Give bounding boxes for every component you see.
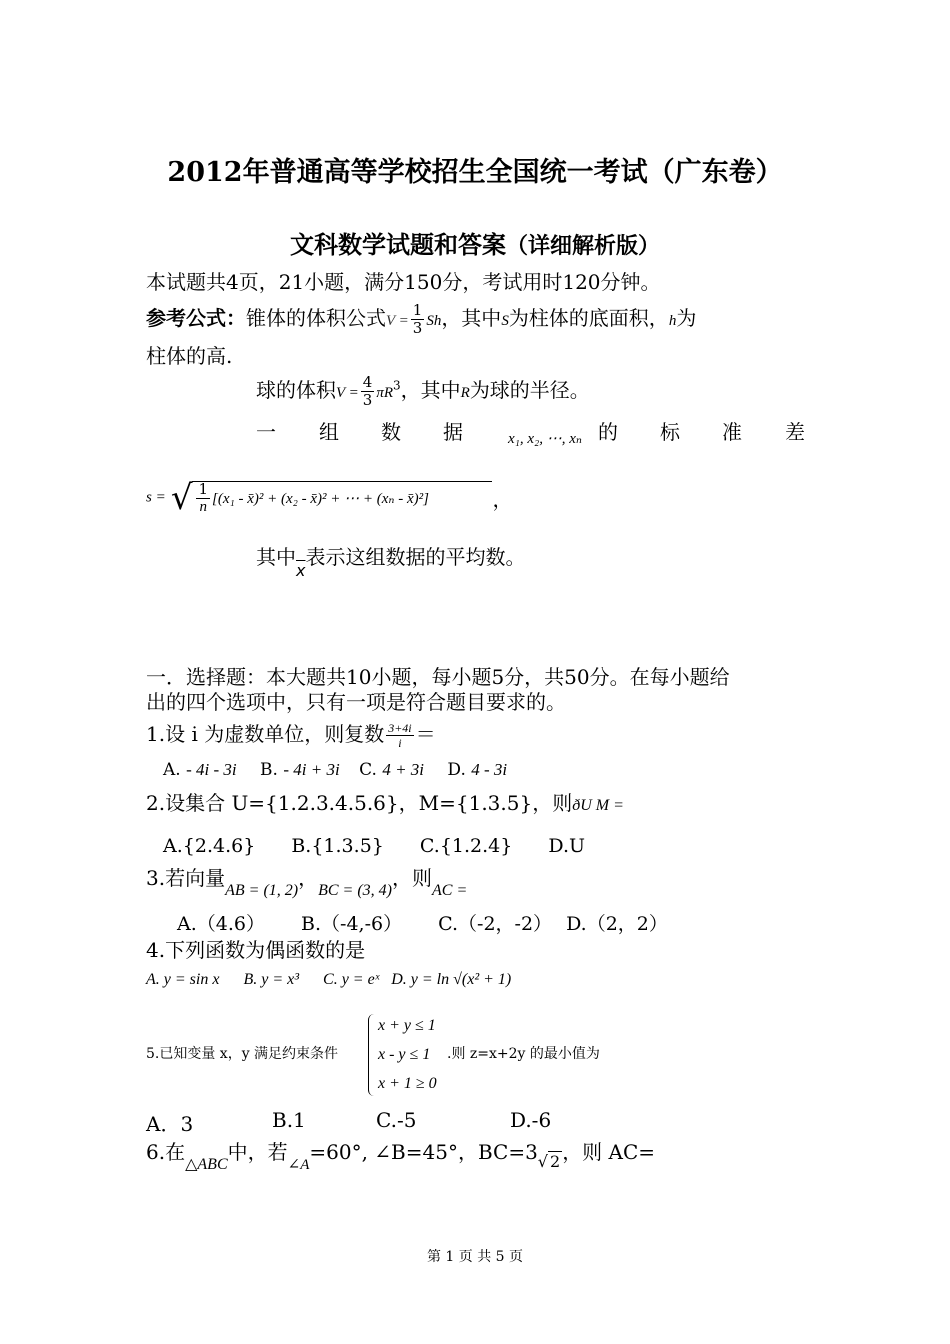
std-char-3: 数 [381, 420, 401, 444]
q2-option-c: C.{1.2.4} [419, 835, 513, 857]
exam-info: 本试题共4页，21小题，满分150分，考试用时120分钟。 [146, 270, 661, 294]
page-subtitle [0, 225, 950, 260]
q6-angle-a: ∠A [287, 1157, 310, 1173]
q3-text: 3.若向量 [146, 866, 226, 890]
q2-option-b: B.{1.3.5} [291, 835, 384, 857]
question-6-stem [146, 1136, 656, 1173]
question-2-stem [146, 787, 624, 816]
q6-rest: =60°, ∠B=45°，BC=3 [309, 1140, 538, 1164]
sphere-text: 球的体积 [256, 378, 336, 402]
cone-s: S [501, 313, 509, 329]
q6-prefix: 6.在 [146, 1140, 186, 1164]
std-comma: ， [492, 487, 513, 512]
sphere-r: R [460, 385, 470, 401]
section-heading-2: 出的四个选项中，只有一项是符合题目要求的。 [146, 690, 566, 714]
std-char-5: 的 [598, 420, 618, 444]
q5-option-a: A．3 [146, 1112, 194, 1136]
q1-fraction: $\frac{3+4i}{i}$ [388, 721, 412, 750]
q5-tail: .则 z=x+2y 的最小值为 [447, 1046, 600, 1062]
std-fraction: $\frac{1}{n}$ [198, 480, 209, 515]
q1-option-d: 4 - 3i [471, 760, 508, 779]
q5-constraint-1: x + y ≤ 1 [378, 1017, 436, 1034]
mean-prefix: 其中 [256, 545, 296, 569]
q1-option-c: 4 + 3i [382, 760, 425, 779]
std-char-1: 一 [256, 420, 276, 444]
q1-option-b-label: B. [260, 760, 278, 780]
cone-fraction: $\frac{1}{3}$ [412, 301, 423, 337]
q3-vector-ab: AB = (1, 2) [225, 882, 299, 899]
question-5-stem: 5.已知变量 x，y 满足约束条件 [146, 1046, 339, 1062]
sphere-lhs: V = [336, 385, 359, 401]
std-char-8: 差 [785, 420, 805, 444]
formula-label: 参考公式： [146, 306, 246, 330]
q5-option-b: B.1 [272, 1108, 306, 1132]
question-1-stem [146, 718, 436, 749]
q2-option-d: D.U [548, 835, 585, 857]
q2-option-a: A.{2.4.6} [163, 835, 256, 857]
subtitle-main: 文科数学试题和答案 [289, 230, 506, 259]
std-char-7: 准 [722, 420, 742, 444]
question-1-options [163, 760, 507, 780]
q6-radical: √ 2 [537, 1152, 561, 1171]
cone-where: ，其中 [441, 306, 502, 330]
cone-formula-line [146, 302, 696, 336]
std-char-2: 组 [319, 420, 339, 444]
std-char-4: 据 [443, 420, 463, 444]
q3-option-b: B.（-4,-6） [301, 913, 403, 935]
std-char-6: 标 [660, 420, 680, 444]
cone-h: h [668, 313, 677, 329]
mean-line [256, 541, 526, 580]
q1-option-c-label: C. [359, 760, 377, 780]
radical-sign: √ [170, 478, 193, 518]
q3-option-c: C.（-2，-2） [438, 913, 553, 935]
sphere-rhs: πR [376, 385, 393, 401]
q3-option-a: A.（4.6） [177, 913, 265, 935]
mean-suffix: 表示这组数据的平均数。 [305, 545, 526, 569]
q1-option-a: - 4i - 3i [186, 760, 237, 779]
q4-option-b: B. y = x³ [243, 971, 300, 988]
sphere-where2: 为球的半径。 [469, 378, 590, 402]
cone-lhs: V = [386, 313, 409, 329]
sphere-fraction: $\frac{4}{3}$ [362, 373, 373, 409]
subtitle-suffix: （详细解析版） [505, 234, 660, 259]
q3-vector-bc: BC = (3, 4) [318, 882, 392, 899]
constraint-brace [368, 1014, 377, 1096]
question-3-stem [146, 862, 468, 899]
q3-vector-ac: AC = [432, 882, 468, 899]
q4-option-a: A. y = sin x [146, 971, 220, 988]
mean-x: x [296, 561, 306, 580]
question-2-options [163, 835, 585, 857]
cone-line-cont: 柱体的高. [146, 344, 233, 368]
q1-option-a-label: A. [163, 760, 181, 780]
q1-option-b: - 4i + 3i [283, 760, 340, 779]
page-title: 2012年普通高等学校招生全国统一考试（广东卷） [167, 157, 783, 188]
q3-then: ，则 [392, 866, 432, 890]
sphere-exp: 3 [393, 378, 401, 393]
question-4-stem: 4.下列函数为偶函数的是 [146, 938, 366, 962]
q3-sep: ， [298, 866, 319, 890]
sphere-formula-line [256, 374, 590, 408]
question-4-options [146, 971, 511, 989]
section-heading-1: 一．选择题：本大题共10小题，每小题5分，共50分。在每小题给 [146, 665, 730, 689]
cone-text: 锥体的体积公式 [246, 306, 386, 330]
q4-option-c: C. y = eˣ [323, 971, 380, 988]
q1-eq: ＝ [415, 722, 436, 746]
q1-option-d-label: D. [447, 760, 466, 780]
cone-where2: 为柱体的底面积， [508, 306, 669, 330]
std-s: s = [146, 489, 166, 506]
q5-option-c: C.-5 [376, 1108, 417, 1132]
q3-option-d: D.（2，2） [566, 913, 668, 935]
q6-root: 2 [550, 1152, 561, 1171]
cone-rhs: Sh [426, 313, 442, 329]
question-3-options [177, 909, 668, 936]
q4-option-d: D. y = ln √(x² + 1) [391, 971, 512, 988]
std-data-series: x₁, x₂, ⋯, xₙ [508, 431, 582, 447]
q2-text: 2.设集合 U={1.2.3.4.5.6}，M={1.3.5}，则 [146, 791, 573, 815]
q5-constraint-2: x - y ≤ 1 [378, 1046, 431, 1063]
q5-constraint-3: x + 1 ≥ 0 [378, 1075, 437, 1092]
q1-text: 1.设 i 为虚数单位，则复数 [146, 722, 385, 746]
q6-end: ，则 AC= [562, 1140, 656, 1164]
std-body: [(x₁ - x̄)² + (x₂ - x̄)² + ⋯ + (xₙ - x̄)²] [212, 491, 429, 507]
cone-where3: 为 [676, 306, 697, 330]
radicand [192, 481, 492, 515]
page-footer: 第 1 页 共 5 页 [426, 1249, 524, 1265]
q2-complement: ðU M = [572, 797, 624, 814]
q6-mid: 中，若 [227, 1140, 288, 1164]
q5-option-d: D.-6 [510, 1108, 552, 1132]
std-formula [146, 478, 512, 518]
q6-triangle: △ABC [185, 1156, 228, 1173]
sphere-where: ，其中 [400, 378, 461, 402]
